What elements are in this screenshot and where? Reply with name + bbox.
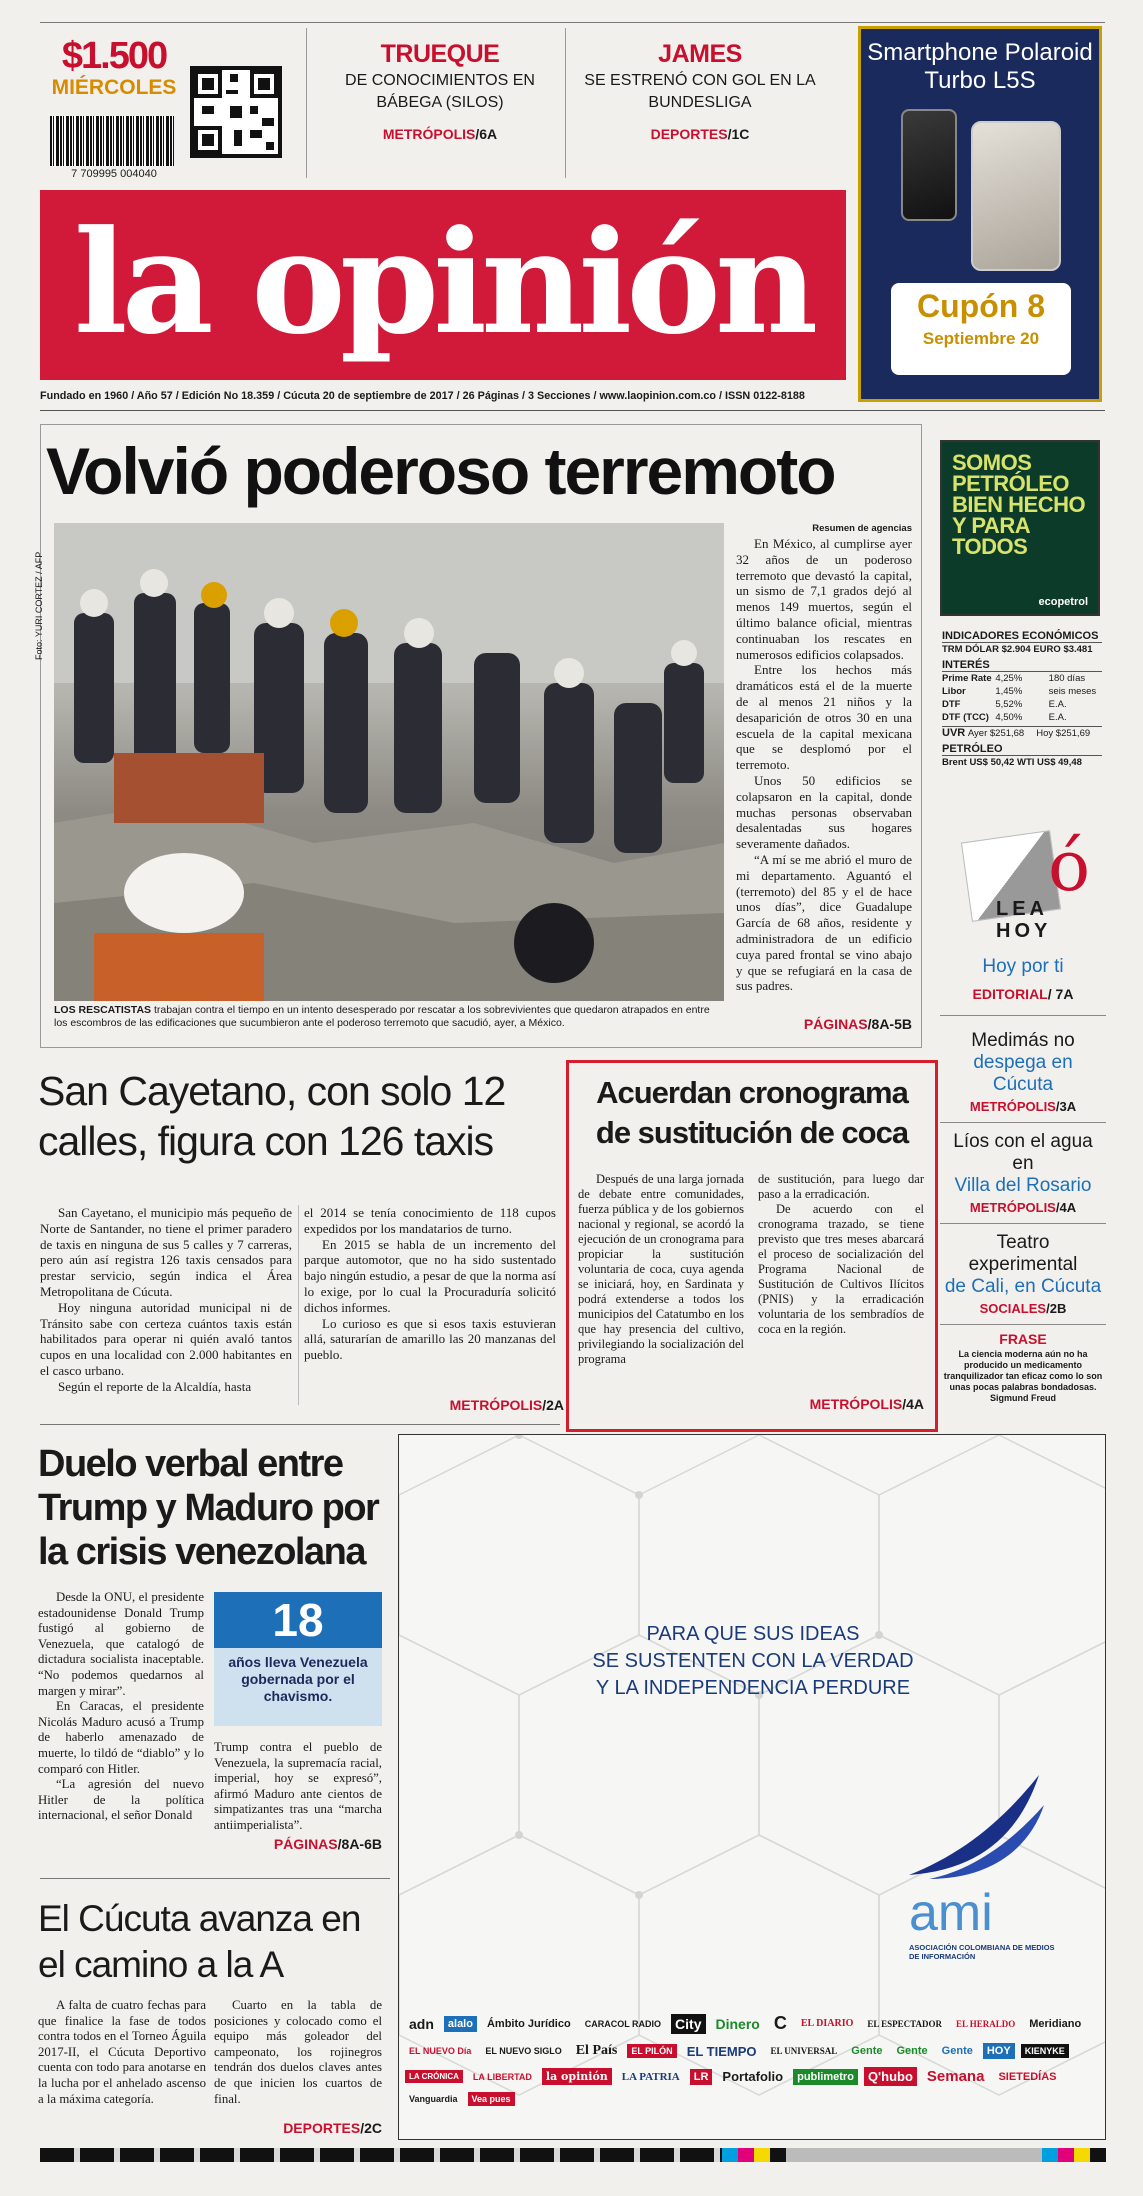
member-logo: EL TIEMPO — [686, 2043, 757, 2059]
price: $1.500 — [61, 35, 167, 77]
member-logo: EL DIARIO — [800, 2018, 854, 2029]
interest-row: DTF (TCC) 4,50% E.A. — [942, 712, 1067, 723]
member-logo: C — [773, 2013, 787, 2033]
paragraph: En Caracas, el presidente Nicolás Maduro acusó a Trump de haberlo amenazado de muerte, lo tildó de “diablo” y lo comparó con Hitler. — [38, 1699, 204, 1776]
paragraph: Trump contra el pueblo de Venezuela, la supremacía racial, imperial, hoy se expresó”, afirmó Maduro ante cientos de simpatizantes tras una “marcha antiimperialista”. — [214, 1740, 382, 1832]
cucuta-headline[interactable]: El Cúcuta avanza en el camino a la A — [38, 1898, 361, 1985]
trm-row: TRM DÓLAR $2.904 EURO $3.481 — [942, 644, 1093, 655]
teaser-line: Líos con el agua en — [953, 1131, 1093, 1174]
photo-caption — [54, 1004, 724, 1030]
teaser-james[interactable] — [580, 40, 820, 142]
chavismo-fact-box — [214, 1592, 382, 1726]
byline: Resumen de agencias — [812, 523, 912, 534]
lead-body — [736, 523, 912, 994]
member-logo: EL ESPECTADOR — [867, 2018, 942, 2029]
member-logo: EL NUEVO SIGLO — [485, 2046, 562, 2056]
side-teasers — [940, 1022, 1106, 1403]
paragraph: De acuerdo con el cronograma trazado, se tiene previsto que tres meses abarcará el proceso de socialización del Programa Nacional de Sustitución de Cultivos Ilícitos (PNIS) y la erradicación voluntaria de los sembradíos de coca en la región. — [758, 1202, 924, 1336]
paragraph: Cuarto en la tabla de posiciones y colocado como el equipo más goleador del campeonato, los rojinegros tendrán dos duelos claves antes de que inicien los cuartos de final. — [214, 1998, 382, 2106]
quote-title: FRASE — [999, 1331, 1047, 1347]
member-logo: LA CRÓNICA — [405, 2070, 463, 2083]
lead-page-ref[interactable]: PÁGINAS/8A-5B — [803, 1016, 912, 1032]
member-logos — [405, 2011, 1101, 2106]
teaser-subtitle: SE ESTRENÓ CON GOL EN LA BUNDESLIGA — [584, 72, 816, 111]
hoy-word: HOY — [996, 920, 1052, 942]
logo-text: la opinión — [73, 200, 813, 366]
barcode — [50, 116, 174, 166]
quote-box — [940, 1325, 1106, 1403]
san-cayetano-col2 — [304, 1205, 556, 1363]
quote-text: La ciencia moderna aún no ha producido un medicamento tranquilizador tan eficaz como lo son unas pocas palabras bondadosas. — [943, 1349, 1103, 1392]
oil-row: Brent US$ 50,42 WTI US$ 49,48 — [942, 757, 1082, 768]
member-logo: Semana — [926, 2068, 985, 2085]
coca-col1 — [578, 1172, 744, 1367]
lea-hoy-box[interactable] — [940, 826, 1106, 1016]
trump-headline[interactable]: Duelo verbal entre Trump y Maduro por la crisis venezolana — [38, 1443, 379, 1573]
teaser-highlight: de Cali, en Cúcuta — [944, 1276, 1102, 1297]
ecopetrol-text: SOMOS PETRÓLEO BIEN HECHO Y PARA TODOS — [952, 450, 1086, 559]
member-logo: Gente — [941, 2045, 973, 2057]
lea-hoy-ref: EDITORIAL/ 7A — [972, 986, 1074, 1002]
paragraph: San Cayetano, el municipio más pequeño de Norte de Santander, no tiene el primer paradero de taxis en ninguna de sus 5 calles y 7 carreras, pero aún así registra 126 taxis censados para prestar servicio, según indica el Área Metropolitana de Cúcuta. — [40, 1205, 292, 1299]
member-logo: publimetro — [793, 2069, 858, 2085]
member-logo: LA LIBERTAD — [472, 2071, 532, 2082]
san-cayetano-headline[interactable]: San Cayetano, con solo 12 calles, figura con 126 taxis — [38, 1068, 506, 1164]
economic-indicators — [942, 630, 1102, 769]
quote-author: Sigmund Freud — [990, 1393, 1056, 1403]
slogan-line: PARA QUE SUS IDEAS — [646, 1623, 860, 1645]
phone-image — [901, 109, 957, 221]
cucuta-col2 — [214, 1998, 382, 2107]
paragraph: En México, al cumplirse ayer 32 años de un poderoso terremoto que devastó la capital, un sismo de 7,1 grados dejó al menos 149 muertos, según el último balance oficial, mientras continuaban los rescates en numerosos edificios colapsados. — [736, 536, 912, 662]
member-logo: EL UNIVERSAL — [770, 2046, 838, 2056]
member-logo: la opinión — [542, 2068, 612, 2085]
paragraph: Según el reporte de la Alcaldía, hasta — [58, 1378, 252, 1394]
member-logo: EL HERALDO — [955, 2018, 1016, 2029]
interest-row: Libor 1,45% seis meses — [942, 686, 1097, 697]
member-logo: EL PILÓN — [627, 2044, 676, 2058]
color-registration-bar — [40, 2148, 1106, 2162]
smartphone-promo-ad[interactable] — [858, 26, 1102, 402]
coupon-box — [891, 283, 1071, 375]
slogan-line: SE SUSTENTEN CON LA VERDAD — [592, 1650, 914, 1672]
side-teaser[interactable]: Medimás no despega en Cúcuta METRÓPOLIS/3A — [940, 1022, 1106, 1123]
interest-title: INTERÉS — [942, 659, 1102, 672]
teaser-line: Medimás no — [971, 1030, 1075, 1051]
paragraph: Después de una larga jornada de debate entre comunidades, fuerza pública y de los gobiernos nacional y regional, se acordó la ejecución de un cronograma para propiciar la sustitución voluntaria de coca, cuya agenda se iniciará, hoy, en Sardinata y podrá extenderse a todos los municipios del Catatumbo en los que hay presencia del cultivo, privilegiando la socialización del programa — [578, 1172, 744, 1366]
paragraph: Entre los hechos más dramáticos está el de la muerte de al menos 21 niños y la desaparición de otros 30 en una escuela de la capital mexicana que se desplomó por el terremoto. — [736, 662, 912, 773]
phone-image — [971, 121, 1061, 271]
coupon-label: Cupón 8 — [917, 288, 1045, 324]
fact-number: 18 — [214, 1592, 382, 1648]
member-logo: LA PATRIA — [621, 2070, 680, 2083]
member-logo: adn — [409, 2015, 434, 2032]
member-logo: Meridiano — [1029, 2017, 1082, 2030]
teaser-subtitle: DE CONOCIMIENTOS EN BÁBEGA (SILOS) — [345, 72, 535, 111]
lead-headline[interactable]: Volvió poderoso terremoto — [46, 434, 835, 508]
paragraph: “La agresión del nuevo Hitler de la política internacional, el señor Donald — [38, 1777, 204, 1823]
coupon-date: Septiembre 20 — [922, 329, 1040, 348]
san-cayetano-col1 — [40, 1205, 292, 1395]
member-logo: Vanguardia — [409, 2094, 458, 2104]
member-logo: Dinero — [715, 2015, 760, 2032]
member-logo: HOY — [983, 2043, 1015, 2059]
ecopetrol-brand: ecopetrol — [1038, 596, 1088, 608]
photo-credit: Foto: YURI CORTEZ / AFP — [34, 551, 44, 660]
cucuta-col1 — [38, 1998, 206, 2107]
fact-text: años lleva Venezuela gobernada por el chavismo. — [228, 1654, 368, 1704]
side-teaser[interactable]: Líos con el agua en Villa del Rosario METRÓPOLIS/4A — [940, 1123, 1106, 1224]
barcode-number: 7 709995 004040 — [71, 168, 157, 180]
teaser-ref: DEPORTES/1C — [650, 126, 750, 142]
member-logo: Q'hubo — [864, 2067, 917, 2086]
teaser-trueque[interactable] — [320, 40, 560, 142]
caption-lead: LOS RESCATISTAS — [54, 1004, 152, 1016]
teaser-highlight: Villa del Rosario — [954, 1175, 1092, 1196]
ecopetrol-ad[interactable] — [940, 440, 1100, 616]
oil-title: PETRÓLEO — [942, 743, 1102, 756]
caption-text: trabajan contra el tiempo en un intento desesperado por rescatar a los sobrevivientes que quedaron atrapados en entre los escombros de las edificaciones que sucumbieron ante el poderoso terremoto que sacudió, ayer, a México. — [54, 1004, 710, 1029]
san-cayetano-ref[interactable]: METRÓPOLIS/2A — [449, 1397, 564, 1413]
coca-headline: Acuerdan cronograma de sustitución de coca — [595, 1075, 909, 1150]
ami-wing-icon — [899, 1775, 1049, 1885]
member-logo: El País — [575, 2043, 618, 2058]
promo-title: Smartphone Polaroid Turbo L5S — [867, 39, 1093, 94]
teaser-highlight: despega en Cúcuta — [973, 1052, 1073, 1095]
member-logo: Gente — [896, 2045, 928, 2057]
weekday: MIÉRCOLES — [51, 76, 177, 99]
ad-slogan — [399, 1621, 1106, 1702]
lea-hoy-title: Hoy por ti — [982, 956, 1064, 977]
paragraph: Lo curioso es que si esos taxis estuvieran allá, saturarían de amarillo las 20 manzanas del pueblo. — [304, 1315, 556, 1363]
member-logo: EL NUEVO Día — [409, 2046, 472, 2056]
side-teaser[interactable]: Teatro experimental de Cali, en Cúcuta SOCIALES/2B — [940, 1224, 1106, 1325]
member-logo: alalo — [444, 2016, 477, 2032]
paragraph: de sustitución, para luego dar paso a la erradicación. — [758, 1172, 924, 1201]
trump-col1 — [38, 1590, 204, 1824]
ami-ad[interactable] — [398, 1434, 1106, 2140]
teaser-title: JAMES — [658, 40, 742, 68]
uvr-row: UVR Ayer $251,68 Hoy $251,69 — [942, 726, 1102, 740]
member-logo: LR — [690, 2069, 713, 2085]
member-logo: SIETEDÍAS — [998, 2070, 1057, 2083]
coca-col2 — [758, 1172, 924, 1337]
paragraph: “A mí se me abrió el muro de mi departamento. Aguantó el (terremoto) del 85 y el de hace unos días”, dice Guadalupe García de 68 años, residente y administradora de un edificio cuya pared frontal se vino abajo y que se refugiará en la casa de sus padres. — [736, 851, 912, 994]
member-logo: KIENYKE — [1021, 2044, 1069, 2058]
price-box — [44, 36, 184, 100]
teaser-line: Teatro experimental — [968, 1232, 1078, 1275]
member-logo: Ámbito Jurídico — [486, 2017, 571, 2030]
member-logo: Vea pues — [468, 2092, 515, 2106]
edition-info-line: Fundado en 1960 / Año 57 / Edición No 18.359 / Cúcuta 20 de septiembre de 2017 / 26 Páginas / 3 Secciones / www.laopinion.com.co / ISSN 0122-8188 — [40, 390, 805, 402]
interest-row: Prime Rate 4,25% 180 días — [942, 673, 1086, 684]
member-logo: City — [671, 2014, 705, 2034]
cucuta-ref[interactable]: DEPORTES/2C — [283, 2120, 382, 2136]
teaser-title: TRUEQUE — [380, 40, 500, 68]
member-logo: Portafolio — [722, 2069, 784, 2084]
paragraph: el 2014 se tenía conocimiento de 118 cupos expedidos por los mandatarios de turno. — [304, 1205, 556, 1236]
indicators-title: INDICADORES ECONÓMICOS — [942, 630, 1102, 643]
lead-text — [736, 536, 912, 994]
teaser-ref: METRÓPOLIS/6A — [382, 126, 498, 142]
slogan-line: Y LA INDEPENDENCIA PERDURE — [595, 1677, 911, 1699]
accent-glyph: ó — [1048, 825, 1091, 907]
paragraph: Desde la ONU, el presidente estadounidense Donald Trump fustigó al gobierno de Venezuela, que catalogó de dictadura socialista inaceptable. “No podemos quedarnos al margen y mirar”. — [38, 1590, 204, 1698]
coca-ref[interactable]: METRÓPOLIS/4A — [809, 1396, 924, 1412]
paragraph: En 2015 se habla de un incremento del parque automotor, que no ha sido sustentado bajo ningún estudio, a pesar de que la norma así lo exige, por lo cual la Procuraduría solicitó dichos informes. — [304, 1236, 556, 1315]
interest-row: DTF 5,52% E.A. — [942, 699, 1067, 710]
newspaper-logo[interactable] — [40, 190, 846, 380]
ami-brand-sub: ASOCIACIÓN COLOMBIANA DE MEDIOS DE INFORMACIÓN — [909, 1943, 1055, 1961]
ami-brand: ami — [909, 1884, 993, 1942]
trump-ref[interactable]: PÁGINAS/8A-6B — [273, 1836, 382, 1852]
paragraph: A falta de cuatro fechas para que finalice la fase de todos contra todos en el Torneo Águila 2017-II, el Cúcuta Deportivo cuenta con todo para anotarse en la lucha por el anhelado ascenso a la máxima categoría. — [38, 1998, 206, 2106]
lea-word: LEA — [996, 898, 1048, 920]
member-logo: CARACOL RADIO — [584, 2018, 662, 2029]
earthquake-photo — [54, 523, 724, 1001]
paragraph: Hoy ninguna autoridad municipal ni de Tránsito sabe con certeza cuántos taxis están habilitados para operar ni quién avaló tantos cupos en una localidad con 2.000 habitantes en el casco urbano. — [40, 1299, 292, 1378]
qr-code — [190, 66, 282, 158]
member-logo: Gente — [851, 2045, 883, 2057]
paragraph: Unos 50 edificios se colapsaron en la capital, donde muchas personas observaban desalentadas sus hogares severamente dañados. — [736, 772, 912, 852]
trump-col2 — [214, 1740, 382, 1834]
